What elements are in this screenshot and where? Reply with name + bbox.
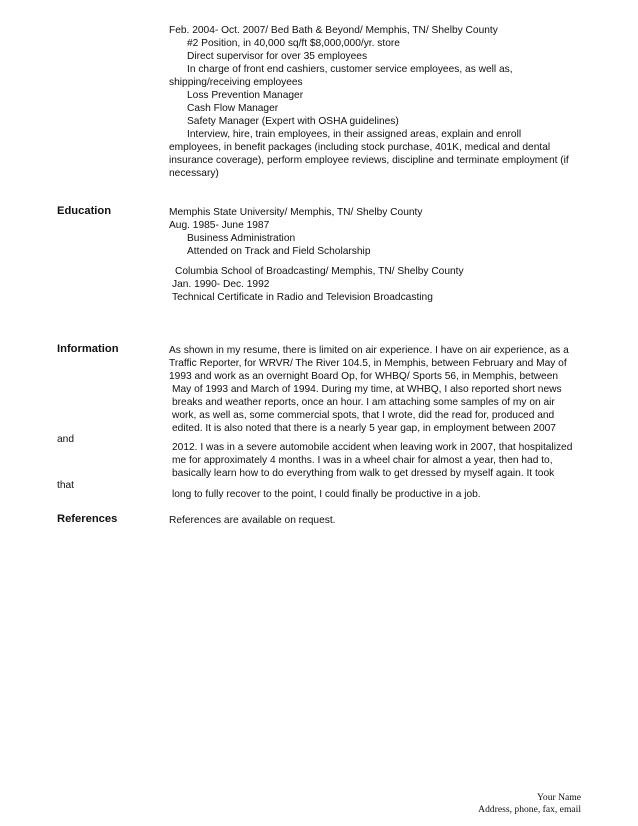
job-detail-line: Loss Prevention Manager <box>187 90 304 101</box>
information-heading: Information <box>57 343 119 355</box>
information-margin-word: and <box>57 434 74 445</box>
job-detail-line: insurance coverage), perform employee reviews, discipline and terminate employment (if <box>169 155 569 166</box>
footer-name: Your Name <box>536 792 581 803</box>
references-heading: References <box>57 513 118 525</box>
information-line: long to fully recover to the point, I could finally be productive in a job. <box>172 489 481 500</box>
education-line: Columbia School of Broadcasting/ Memphis, TN/ Shelby County <box>175 266 464 277</box>
job-detail-line: In charge of front end cashiers, customer service employees, as well as, <box>187 64 513 75</box>
education-line: Jan. 1990- Dec. 1992 <box>172 279 270 290</box>
information-margin-word: that <box>57 480 74 491</box>
education-line: Memphis State University/ Memphis, TN/ Shelby County <box>169 207 423 218</box>
information-line: edited. It is also noted that there is a nearly 5 year gap, in employment between 2007 <box>172 423 556 434</box>
information-line: 1993 and work as an overnight Board Op, for WHBQ/ Sports 56, in Memphis, between <box>169 371 559 382</box>
job-detail-line: shipping/receiving employees <box>169 77 303 88</box>
job-detail-line: employees, in benefit packages (including stock purchase, 401K, medical and dental <box>169 142 551 153</box>
information-line: basically learn how to do everything from walk to get dressed by myself again. It took <box>172 468 555 479</box>
job-detail-line: Direct supervisor for over 35 employees <box>187 51 368 62</box>
information-line: breaks and weather reports, once an hour. I am attaching some samples of my on air <box>172 397 555 408</box>
job-detail-line: Interview, hire, train employees, in their assigned areas, explain and enroll <box>187 129 522 140</box>
job-detail-line: Safety Manager (Expert with OSHA guidelines) <box>187 116 399 127</box>
information-line: Traffic Reporter, for WRVR/ The River 104.5, in Memphis, between February and May of <box>169 358 567 369</box>
education-line: Business Administration <box>187 233 296 244</box>
information-line: May of 1993 and March of 1994. During my time, at WHBQ, I also reported short news <box>172 384 562 395</box>
footer-contact: Address, phone, fax, email <box>478 804 581 815</box>
job-detail-line: Cash Flow Manager <box>187 103 279 114</box>
information-line: work, as well as, some commercial spots, that I wrote, did the read for, produced and <box>172 410 555 421</box>
job-title-line: Feb. 2004- Oct. 2007/ Bed Bath & Beyond/ Memphis, TN/ Shelby County <box>169 25 498 36</box>
information-line: 2012. I was in a severe automobile accident when leaving work in 2007, that hospitalized <box>172 442 573 453</box>
information-line: As shown in my resume, there is limited on air experience. I have on air experience, as a <box>169 345 569 356</box>
education-line: Aug. 1985- June 1987 <box>169 220 270 231</box>
education-line: Attended on Track and Field Scholarship <box>187 246 371 257</box>
references-text: References are available on request. <box>169 515 336 526</box>
job-detail-line: necessary) <box>169 168 219 179</box>
information-line: me for approximately 4 months. I was in a wheel chair for almost a year, then had to, <box>172 455 553 466</box>
job-detail-line: #2 Position, in 40,000 sq/ft $8,000,000/yr. store <box>187 38 400 49</box>
education-heading: Education <box>57 205 112 217</box>
education-line: Technical Certificate in Radio and Television Broadcasting <box>172 292 433 303</box>
